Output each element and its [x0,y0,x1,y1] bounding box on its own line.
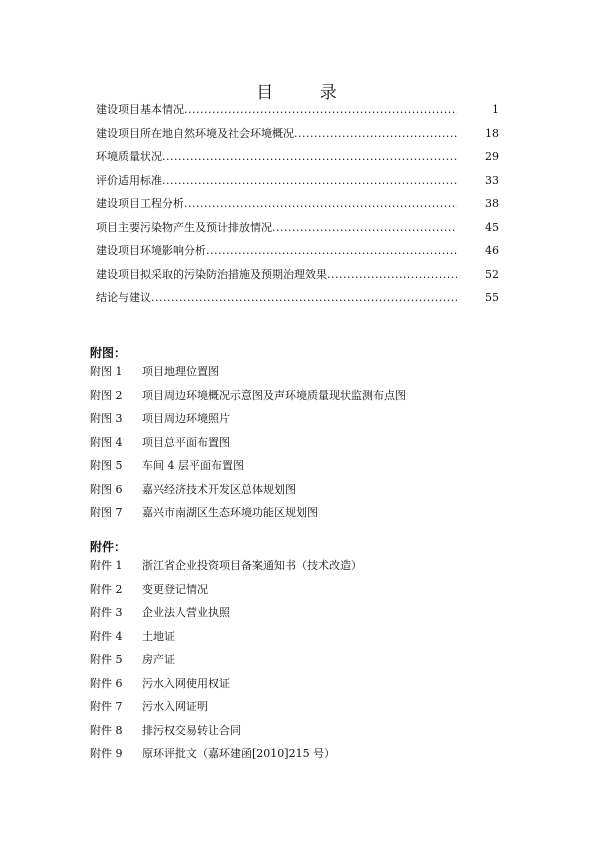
figure-number: 附图 6 [90,482,123,496]
table-of-contents [96,101,499,313]
attachment-title: 变更登记情况 [142,582,208,596]
toc-leader-dots [162,174,457,187]
toc-leader-dots [206,244,457,257]
figure-title: 项目周边环境照片 [142,412,230,425]
figure-number: 附图 5 [90,459,123,472]
figure-title: 项目地理位置图 [142,365,219,378]
figure-title: 项目总平面布置图 [142,435,230,449]
figures-list [90,363,530,528]
attachment-item [90,698,530,722]
toc-entry-label: 项目主要污染物产生及预计排放情况 [96,220,272,234]
page-title: 目 录 [256,83,339,103]
figure-item [90,410,530,434]
toc-entry-label: 建设项目环境影响分析 [96,244,206,257]
toc-entry-page: 55 [485,291,499,304]
toc-entry [96,242,499,266]
toc-leader-dots [272,221,457,234]
attachment-title: 排污权交易转让合同 [142,723,241,737]
toc-entry [96,289,499,313]
toc-entry [96,195,499,219]
attachment-item [90,557,530,581]
attachment-title: 污水入网证明 [142,700,208,713]
toc-entry [96,219,499,243]
toc-entry [96,125,499,149]
figure-item [90,504,530,528]
toc-leader-dots [184,103,457,116]
toc-entry-label: 建设项目拟采取的污染防治措施及预期治理效果 [96,267,327,281]
attachment-title: 企业法人营业执照 [142,606,230,619]
toc-entry-label: 环境质量状况 [96,150,162,163]
figure-item [90,457,530,481]
attachment-item [90,675,530,699]
toc-entry-page: 1 [492,103,499,116]
toc-leader-dots [327,268,457,281]
attachment-number: 附件 5 [90,653,123,666]
figure-title: 车间 4 层平面布置图 [142,459,244,472]
toc-entry-page: 45 [485,220,499,234]
attachment-number: 附件 4 [90,629,123,643]
figure-number: 附图 7 [90,506,123,519]
attachment-item [90,651,530,675]
attachment-number: 附件 6 [90,676,123,690]
toc-entry [96,172,499,196]
figure-title: 嘉兴经济技术开发区总体规划图 [142,482,296,496]
toc-leader-dots [151,291,457,304]
figure-number: 附图 3 [90,412,123,425]
toc-leader-dots [184,197,457,210]
attachment-number: 附件 3 [90,606,123,619]
attachment-item [90,581,530,605]
toc-entry-label: 建设项目工程分析 [96,197,184,210]
attachment-item [90,604,530,628]
figure-number: 附图 1 [90,365,123,378]
attachment-number: 附件 8 [90,723,123,737]
figure-item [90,387,530,411]
attachment-item [90,722,530,746]
attachment-number: 附件 2 [90,582,123,596]
attachment-title: 污水入网使用权证 [142,676,230,690]
attachment-number: 附件 7 [90,700,123,713]
toc-entry-label: 建设项目基本情况 [96,103,184,116]
toc-entry-page: 33 [485,173,499,187]
attachment-item [90,745,530,769]
toc-entry-label: 结论与建议 [96,291,151,304]
toc-entry-page: 18 [485,126,499,140]
toc-entry-page: 38 [485,197,499,210]
attachment-number: 附件 9 [90,747,123,760]
figure-title: 项目周边环境概况示意图及声环境质量现状监测布点图 [142,388,406,402]
toc-entry-page: 46 [485,244,499,257]
figure-item [90,363,530,387]
toc-entry [96,101,499,125]
attachment-title: 土地证 [142,629,175,643]
toc-entry-label: 建设项目所在地自然环境及社会环境概况 [96,126,294,140]
figures-heading: 附图： [90,346,127,360]
figure-item [90,434,530,458]
attachments-heading: 附件： [90,540,127,554]
attachments-list [90,557,530,769]
attachment-title: 房产证 [142,653,175,666]
attachment-number: 附件 1 [90,559,123,572]
attachment-item [90,628,530,652]
attachment-title: 浙江省企业投资项目备案通知书（技术改造） [142,559,362,572]
figure-number: 附图 2 [90,388,123,402]
toc-entry [96,148,499,172]
toc-leader-dots [162,150,457,163]
figure-item [90,481,530,505]
toc-entry-label: 评价适用标准 [96,173,162,187]
attachment-title: 原环评批文（嘉环建函[2010]215 号） [142,747,336,760]
toc-entry [96,266,499,290]
figure-number: 附图 4 [90,435,123,449]
toc-entry-page: 29 [485,150,499,163]
toc-leader-dots [294,127,457,140]
figure-title: 嘉兴市南湖区生态环境功能区规划图 [142,506,318,519]
toc-entry-page: 52 [485,267,499,281]
